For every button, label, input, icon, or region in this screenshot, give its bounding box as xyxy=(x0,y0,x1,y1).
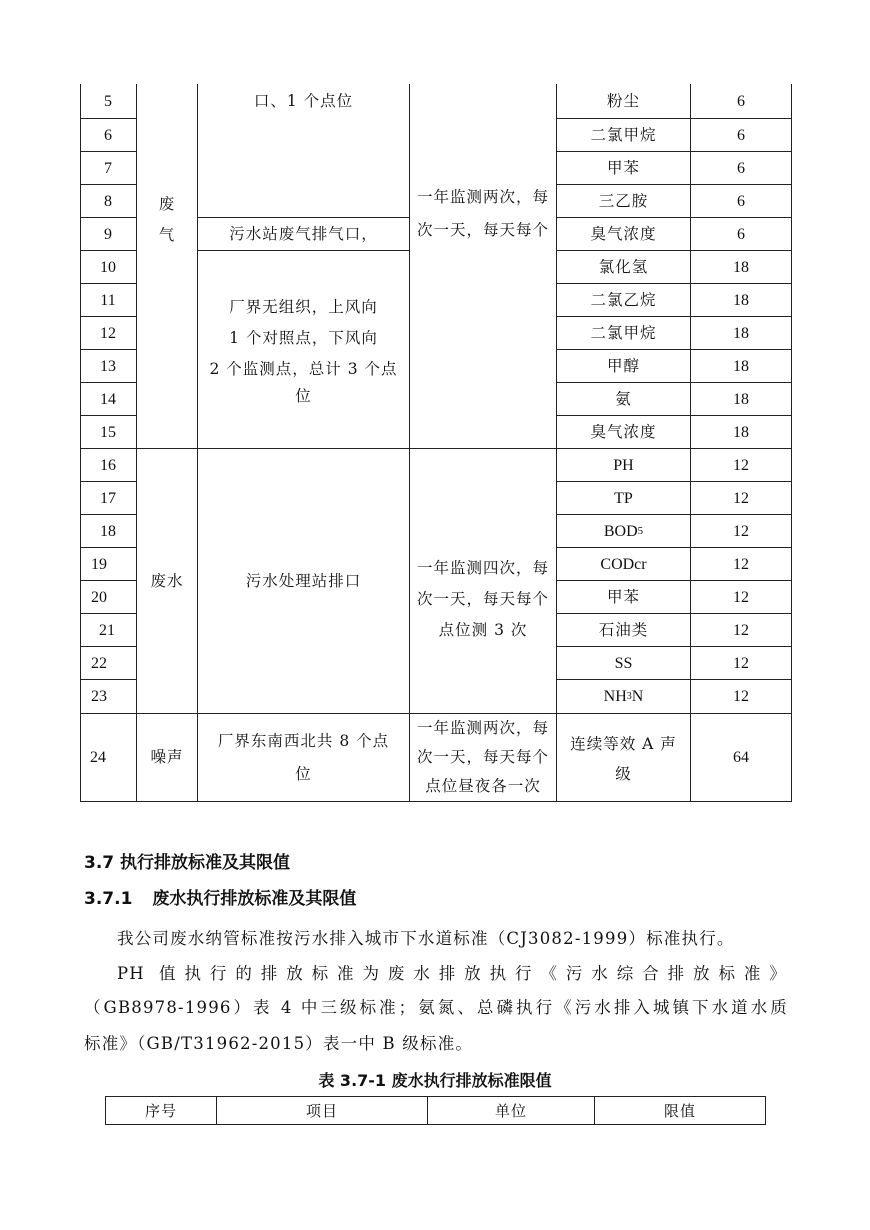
count-cell: 18 xyxy=(733,357,749,375)
paragraph-1: 我公司废水纳管标准按污水排入城市下水道标准（CJ3082-1999）标准执行。 xyxy=(117,929,735,948)
row-number: 23 xyxy=(91,688,107,705)
count-cell: 64 xyxy=(733,749,749,766)
row-number: 24 xyxy=(90,749,106,766)
count-cell: 6 xyxy=(737,192,745,210)
row-number: 17 xyxy=(100,489,116,507)
count-cell: 6 xyxy=(737,159,745,177)
count-cell: 6 xyxy=(737,93,745,110)
item-cell: 甲醇 xyxy=(606,356,640,375)
item-cell: 二氯乙烷 xyxy=(590,290,657,309)
count-cell: 18 xyxy=(733,390,749,408)
row-number: 6 xyxy=(104,126,112,144)
item-bod-text: BOD xyxy=(603,522,638,540)
frequency-water xyxy=(410,551,556,647)
count-cell: 18 xyxy=(733,291,749,309)
frequency-noise xyxy=(410,714,556,801)
category-waste-gas-line2: 气 xyxy=(158,226,176,244)
frequency-gas xyxy=(410,181,556,247)
frequency-noise-line: 次一天，每天每个 xyxy=(416,748,549,766)
section-heading: 3.7 执行排放标准及其限值 xyxy=(84,853,291,873)
item-nh-text: NH xyxy=(603,688,627,705)
column-header-limit: 限值 xyxy=(663,1102,696,1120)
frequency-noise-line: 点位昼夜各一次 xyxy=(425,777,541,795)
table-caption: 表 3.7-1 废水执行排放标准限值 xyxy=(318,1071,552,1090)
item-cell: 石油类 xyxy=(598,620,649,639)
row-number: 18 xyxy=(100,522,116,540)
subsection-heading xyxy=(84,884,356,909)
row-number: 7 xyxy=(104,159,112,177)
item-cell: 甲苯 xyxy=(606,158,640,177)
count-cell: 12 xyxy=(733,688,749,705)
row-number: 21 xyxy=(99,621,115,639)
frequency-water-line: 次一天，每天每个 xyxy=(416,589,549,608)
row-number: 11 xyxy=(100,291,116,309)
location-fence-line: 位 xyxy=(295,386,312,405)
location-top: 口、1 个点位 xyxy=(253,92,354,110)
item-cell: 氯化氢 xyxy=(598,257,649,276)
count-cell: 12 xyxy=(733,588,749,606)
category-waste-gas-line1: 废 xyxy=(158,195,176,213)
item-cell: 氨 xyxy=(615,389,632,408)
count-cell: 12 xyxy=(733,456,749,474)
row-number: 19 xyxy=(91,555,107,573)
count-cell: 12 xyxy=(733,555,749,573)
item-cell: PH xyxy=(613,456,634,474)
frequency-water-line: 一年监测四次，每 xyxy=(416,558,549,577)
item-cell: SS xyxy=(614,654,633,672)
count-cell: 18 xyxy=(733,324,749,342)
item-cell: CODcr xyxy=(600,555,647,573)
item-cell: 二氯甲烷 xyxy=(590,323,657,342)
item-cell-noise xyxy=(557,728,690,790)
paragraph-2-line-2: 标准》（GB/T31962-2015）表一中 B 级标准。 xyxy=(84,1034,474,1053)
item-cell: 臭气浓度 xyxy=(590,224,657,243)
row-number: 9 xyxy=(104,225,112,243)
count-cell: 6 xyxy=(737,126,745,144)
item-cell: 三乙胺 xyxy=(598,191,649,210)
row-number: 15 xyxy=(100,423,116,441)
location-noise-line: 厂界东南西北共 8 个点 xyxy=(217,732,390,750)
subsection-number: 3.7.1 xyxy=(84,889,133,909)
item-noise-line: 连续等效 A 声 xyxy=(570,735,677,753)
row-number: 20 xyxy=(91,588,107,606)
count-cell: 12 xyxy=(733,654,749,672)
row-number: 22 xyxy=(91,654,107,672)
item-cell: 粉尘 xyxy=(606,92,640,110)
item-cell: 臭气浓度 xyxy=(590,422,657,441)
frequency-gas-line: 次一天，每天每个 xyxy=(416,221,549,239)
row-number: 16 xyxy=(100,456,116,474)
location-fence-line: 厂界无组织，上风向 xyxy=(229,297,378,316)
item-cell: 二氯甲烷 xyxy=(590,125,657,144)
frequency-noise-line: 一年监测两次，每 xyxy=(416,719,549,737)
row-number: 8 xyxy=(104,192,112,210)
category-waste-water: 废水 xyxy=(150,571,184,590)
count-cell: 12 xyxy=(733,621,749,639)
category-noise: 噪声 xyxy=(150,748,184,766)
frequency-gas-line: 一年监测两次，每 xyxy=(416,188,549,206)
location-water-station: 污水处理站排口 xyxy=(245,571,362,590)
location-fence-line: 2 个监测点，总计 3 个点 xyxy=(209,359,398,378)
column-header-number: 序号 xyxy=(144,1102,177,1120)
location-fence xyxy=(198,282,409,416)
item-cell: NH 3 N xyxy=(557,680,690,713)
row-number: 5 xyxy=(104,93,112,110)
row-number: 13 xyxy=(100,357,116,375)
item-cell: TP xyxy=(614,489,633,507)
subsection-title: 废水执行排放标准及其限值 xyxy=(152,889,357,909)
location-noise-line: 位 xyxy=(295,765,312,783)
column-header-item: 项目 xyxy=(305,1102,338,1120)
count-cell: 18 xyxy=(733,423,749,441)
frequency-water-line: 点位测 3 次 xyxy=(438,620,528,639)
count-cell: 18 xyxy=(733,258,749,276)
location-noise xyxy=(198,725,409,791)
row-number: 12 xyxy=(100,324,116,342)
count-cell: 12 xyxy=(733,489,749,507)
item-cell: BOD 5 xyxy=(557,515,690,547)
column-header-unit: 单位 xyxy=(494,1102,527,1120)
count-cell: 12 xyxy=(733,522,749,540)
paragraph-2-line-1: （GB8978-1996）表 4 中三级标准；氨氮、总磷执行《污水排入城镇下水道水质 xyxy=(84,998,788,1017)
item-noise-line: 级 xyxy=(615,765,632,783)
location-fence-line: 1 个对照点，下风向 xyxy=(229,328,378,347)
paragraph-2-line-0: PH 值执行的排放标准为废水排放执行《污水综合排放标准》 xyxy=(117,964,787,983)
row-number: 10 xyxy=(100,258,116,276)
count-cell: 6 xyxy=(737,225,745,243)
location-station-gas: 污水站废气排气口， xyxy=(229,224,378,243)
item-nh-end: N xyxy=(631,688,644,705)
category-waste-gas xyxy=(137,190,197,250)
item-cell: 甲苯 xyxy=(606,587,640,606)
row-number: 14 xyxy=(100,390,116,408)
